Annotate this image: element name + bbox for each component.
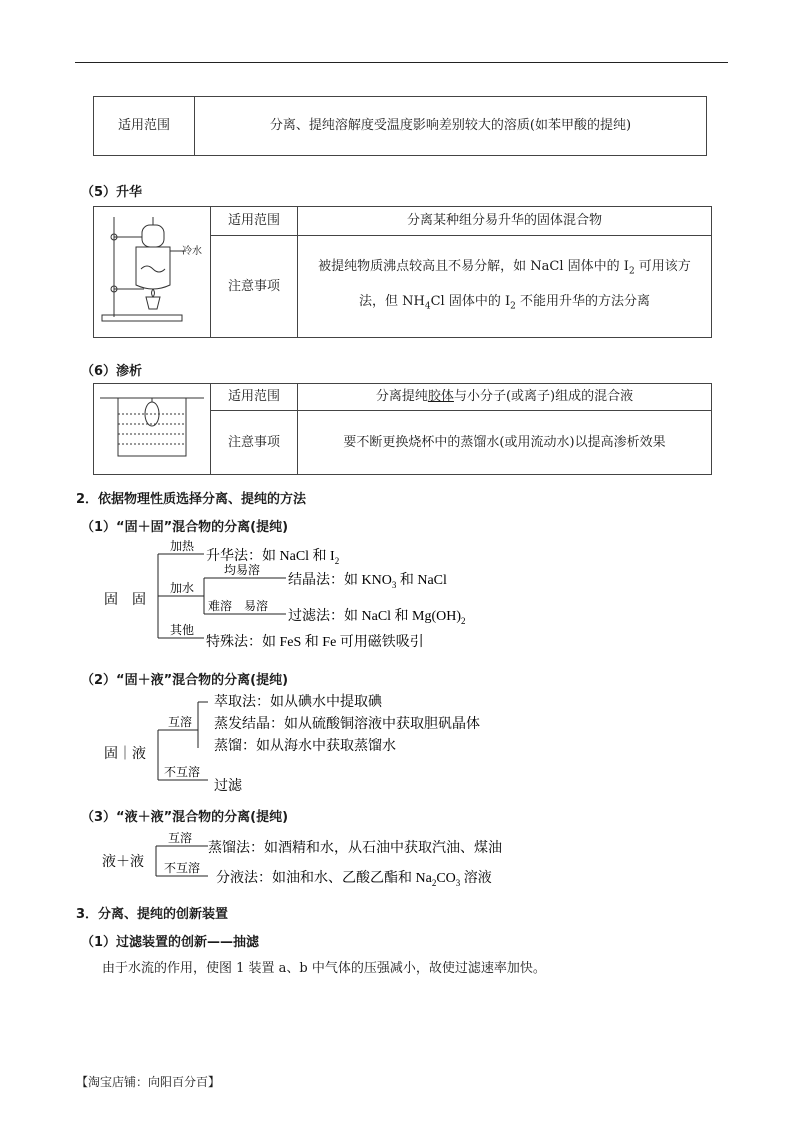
- section-6-heading: （6）渗析: [81, 364, 143, 379]
- s3-b2-text: 分液法：如油和水、乙酸乙酯和 $Na_2CO_3$ 溶液: [216, 871, 492, 888]
- s2-b1-cond: 互溶: [168, 715, 193, 729]
- sublimation-apparatus-figure: [94, 207, 210, 327]
- footer-shop: 【淘宝店铺：向阳百分百】: [76, 1075, 221, 1089]
- solid-liquid-tree: [96, 688, 516, 796]
- sublimation-figure-cell: [94, 207, 211, 338]
- s2-b1b: 蒸发结晶：如从硫酸铜溶液中获取胆矾晶体: [214, 717, 480, 732]
- part3-heading: 3．分离、提纯的创新装置: [76, 907, 229, 922]
- s3-b1-text: 蒸馏法：如酒精和水，从石油中获取汽油、煤油: [208, 841, 502, 856]
- dialysis-apparatus-figure: [94, 384, 210, 464]
- s3-root: 液＋液: [102, 855, 144, 870]
- part2-s2-heading: （2）“固＋液”混合物的分离(提纯): [81, 673, 289, 688]
- section-5-heading: （5）升华: [81, 185, 143, 200]
- s1-b2b-text: 过滤法：如 NaCl 和 $Mg(OH)_2$: [288, 609, 466, 626]
- part3-s1-heading: （1）过滤装置的创新——抽滤: [81, 935, 260, 950]
- liquid-liquid-tree: [96, 830, 516, 892]
- header-rule: [75, 62, 728, 63]
- table-value: 分离、提纯溶解度受温度影响差别较大的溶质(如苯甲酸的提纯): [195, 97, 707, 156]
- s1-b1-text: 升华法：如 NaCl 和 $I_2$: [206, 549, 340, 566]
- s2-b1a: 萃取法：如从碘水中提取碘: [214, 695, 382, 710]
- cold-water-label: 冷水: [182, 246, 202, 257]
- s2-root: 固｜液: [104, 747, 146, 762]
- s1-b1-cond: 加热: [170, 539, 195, 553]
- s2-b2-cond: 不互溶: [164, 765, 201, 779]
- s1-b3-text: 特殊法：如 FeS 和 Fe 可用磁铁吸引: [206, 635, 424, 650]
- solid-solid-tree: [96, 534, 516, 660]
- dialysis-figure-cell: [94, 384, 211, 475]
- part2-s3-heading: （3）“液＋液”混合物的分离(提纯): [81, 810, 289, 825]
- s1-b2a-cond: 均易溶: [224, 563, 261, 577]
- sublimation-row2-value: 被提纯物质沸点较高且不易分解，如 NaCl 固体中的 $I_2$ 可用该方 法，但 $NH_4Cl$ 固体中的 $I_2$ 不能用升华的方法分离: [298, 236, 712, 338]
- s1-b3-cond: 其他: [170, 623, 195, 637]
- table-label: 适用范围: [94, 97, 195, 156]
- s3-b2-cond: 不互溶: [164, 861, 201, 875]
- dialysis-row2-value: 要不断更换烧杯中的蒸馏水(或用流动水)以提高渗析效果: [298, 411, 712, 475]
- s1-b2a-text: 结晶法：如 $KNO_3$ 和 NaCl: [288, 573, 447, 590]
- part2-heading: 2．依据物理性质选择分离、提纯的方法: [76, 492, 307, 507]
- s1-b2-cond: 加水: [170, 581, 195, 595]
- dialysis-row1-value: 分离提纯胶体与小分子(或离子)组成的混合液: [298, 384, 712, 411]
- s2-b1c: 蒸馏：如从海水中获取蒸馏水: [214, 739, 396, 754]
- sublimation-row1-label: 适用范围: [211, 207, 298, 236]
- part2-s1-heading: （1）“固＋固”混合物的分离(提纯): [81, 520, 289, 535]
- dialysis-row2-label: 注意事项: [211, 411, 298, 475]
- s2-b2-text: 过滤: [214, 779, 242, 794]
- dialysis-row1-label: 适用范围: [211, 384, 298, 411]
- sublimation-row1-value: 分离某种组分易升华的固体混合物: [298, 207, 712, 236]
- table-sublimation: [93, 206, 712, 338]
- s1-root: 固 固: [104, 593, 146, 608]
- sublimation-row2-label: 注意事项: [211, 236, 298, 338]
- table-recrystallization: [93, 96, 707, 156]
- s1-b2b-cond: 难溶 易溶: [208, 599, 269, 613]
- table-dialysis: [93, 383, 712, 475]
- part3-s1-text: 由于水流的作用，使图 1 装置 a、b 中气体的压强减小，故使过滤速率加快。: [102, 961, 546, 976]
- s3-b1-cond: 互溶: [168, 831, 193, 845]
